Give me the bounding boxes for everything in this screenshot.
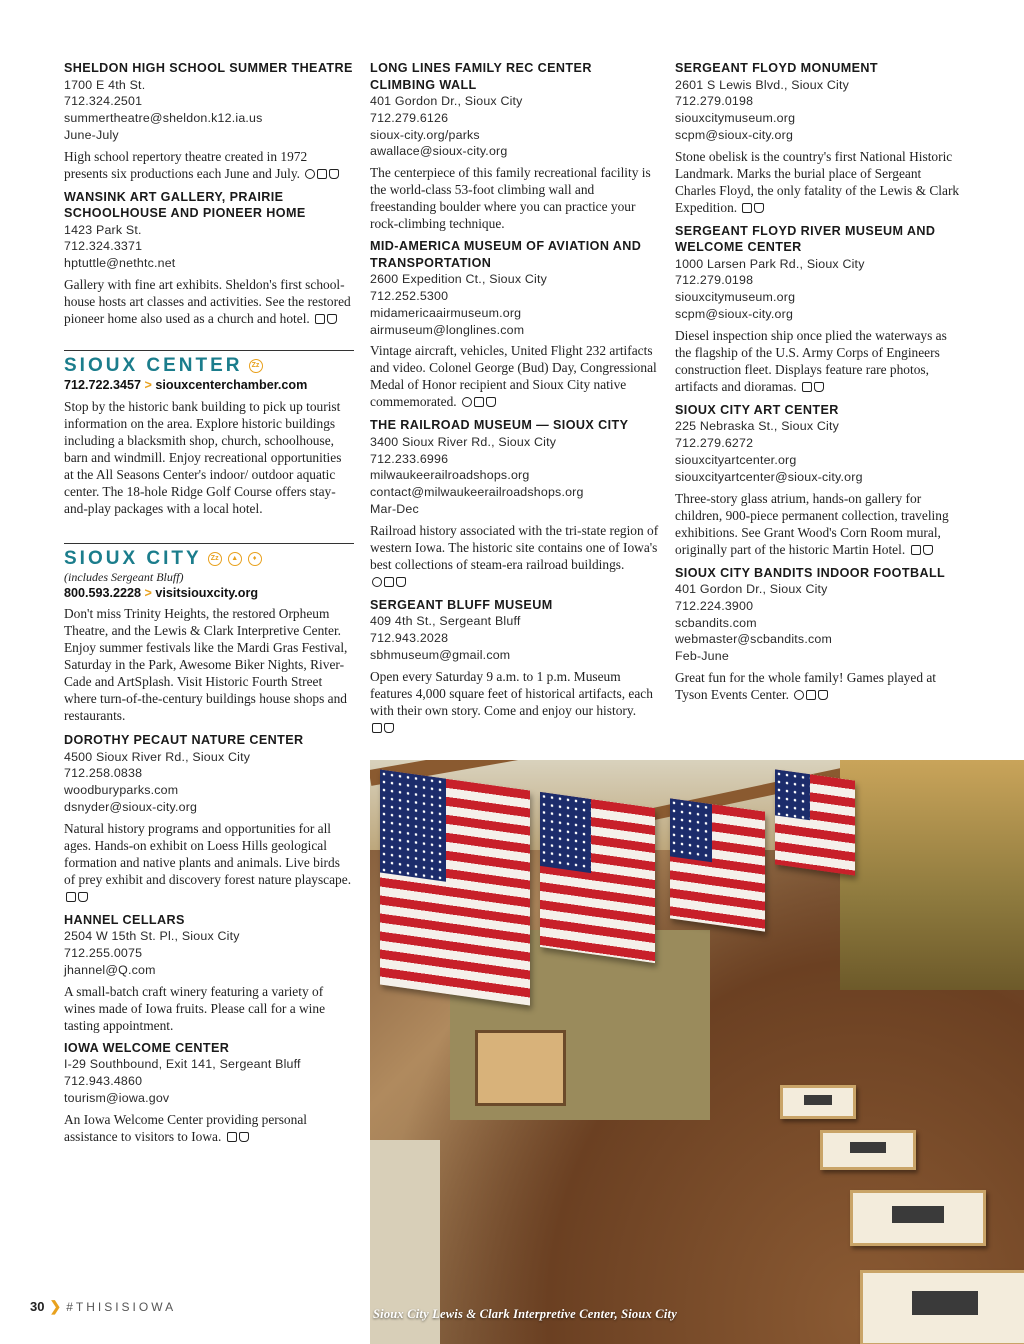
amenity-icons [313, 311, 337, 328]
listing-sioux-city-art-center [675, 402, 965, 559]
phone: 712.279.0198 [675, 273, 754, 288]
website: midamericaairmuseum.org [370, 305, 522, 320]
address: 1423 Park St. [64, 222, 142, 237]
email: hptuttle@nethtc.net [64, 256, 176, 271]
column-left [64, 60, 354, 1152]
lodging-badge-icon: Zz [208, 552, 222, 566]
bus-icon [396, 577, 406, 587]
address: 2601 S Lewis Blvd., Sioux City [675, 77, 850, 92]
bus-icon [818, 690, 828, 700]
phone: 712.943.2028 [370, 631, 449, 646]
american-flag [670, 798, 765, 931]
listing-sheldon-theatre [64, 60, 354, 183]
american-flag [540, 792, 655, 963]
bike-icon [315, 314, 325, 324]
listing-name: WANSINK ART GALLERY, PRAIRIE SCHOOLHOUSE AND PIONEER HOME [64, 189, 306, 221]
section-contact: 800.593.2228 > visitsiouxcity.org [64, 585, 259, 600]
listing-mid-america-museum [370, 238, 660, 411]
listing-name: LONG LINES FAMILY REC CENTER CLIMBING WALL [370, 61, 592, 92]
address: 4500 Sioux River Rd., Sioux City [64, 749, 251, 764]
page-footer [30, 1298, 176, 1315]
address: 3400 Sioux River Rd., Sioux City [370, 434, 557, 449]
accessible-icon [305, 169, 315, 179]
photo-caption: Sioux City Lewis & Clark Interpretive Center, Sioux City [373, 1307, 677, 1321]
address: 1000 Larsen Park Rd., Sioux City [675, 256, 865, 271]
american-flag [775, 769, 855, 875]
website: siouxcitymuseum.org [675, 111, 796, 126]
listing-name: THE RAILROAD MUSEUM — SIOUX CITY [370, 418, 629, 433]
bus-icon [327, 314, 337, 324]
website: siouxcityartcenter.org [675, 452, 797, 467]
section-header [64, 548, 354, 570]
email: dsnyder@sioux-city.org [64, 799, 198, 814]
season: Mar-Dec [370, 502, 419, 517]
address: 401 Gordon Dr., Sioux City [675, 582, 828, 597]
address: 401 Gordon Dr., Sioux City [370, 94, 523, 108]
description: Railroad history associated with the tri-state region of western Iowa. The historic site contains one of Iowa's best collections of steam-era railroad buildings. [370, 522, 660, 591]
bike-icon [806, 690, 816, 700]
website: milwaukeerailroadshops.org [370, 468, 530, 483]
listing-railroad-museum [370, 417, 660, 590]
description: An Iowa Welcome Center providing personal assistance to visitors to Iowa. [64, 1111, 307, 1144]
section-sioux-city [64, 543, 354, 725]
address: 409 4th St., Sergeant Bluff [370, 614, 521, 629]
bus-icon [239, 1132, 249, 1142]
season: June-July [64, 127, 119, 142]
listing-sergeant-floyd-monument [675, 60, 965, 217]
amenity-icons [225, 1129, 249, 1146]
phone: 712.255.0075 [64, 946, 143, 961]
address: 225 Nebraska St., Sioux City [675, 419, 839, 434]
interpretive-center-photo [370, 760, 1024, 1344]
section-sioux-center [64, 350, 354, 517]
bike-icon [911, 545, 921, 555]
email: scpm@sioux-city.org [675, 307, 794, 322]
listing-dorothy-pecaut [64, 732, 354, 906]
email: summertheatre@sheldon.k12.ia.us [64, 111, 263, 126]
listing-name: SERGEANT FLOYD MONUMENT [675, 61, 879, 75]
listing-name: SIOUX CITY ART CENTER [675, 402, 839, 417]
website: woodburyparks.com [64, 783, 179, 798]
bike-icon [474, 397, 484, 407]
description: Great fun for the whole family! Games played at Tyson Events Center. [675, 670, 937, 703]
listing-name: SERGEANT FLOYD RIVER MUSEUM AND WELCOME CENTER [675, 223, 936, 255]
section-description: Don't miss Trinity Heights, the restored Orpheum Theatre, and the Lewis & Clark Interpretive Center. Enjoy summer festivals like the Mardi Gras Festival, Saturday in the Park, Awesome Biker Nights, River-Cade and ArtSplash. Visit Historic Fourth Street where turn-of-the-century buildings house shops and restaurants. [64, 606, 348, 724]
phone: 712.252.5300 [370, 288, 449, 303]
email: jhannel@Q.com [64, 962, 156, 977]
bike-icon [317, 169, 327, 179]
email: tourism@iowa.gov [64, 1090, 170, 1105]
bus-icon [384, 723, 394, 733]
bike-icon [372, 723, 382, 733]
description: Natural history programs and opportunities for all ages. Hands-on exhibit on Loess Hills geological formation and native plants and animals. Live birds of prey exhibit and discovery forest nature playscape. [64, 820, 354, 906]
amenity-icons [370, 720, 394, 737]
email: awallace@sioux-city.org [370, 144, 508, 159]
description: Diesel inspection ship once plied the waterways as the flagship of the U.S. Army Corps of Engineers construction fleet. Displays feature rare photos, artifacts and dioramas. [675, 327, 947, 394]
bus-icon [754, 203, 764, 213]
exhibit-case [850, 1190, 986, 1246]
accessible-icon [372, 577, 382, 587]
listing-sergeant-floyd-river-museum [675, 223, 965, 396]
description: High school repertory theatre created in 1972 presents six productions each June and July. [64, 148, 354, 183]
camping-badge-icon: ▲ [228, 552, 242, 566]
address: 2600 Expedition Ct., Sioux City [370, 272, 548, 287]
hashtag: #THISISIOWA [66, 1299, 177, 1314]
phone: 712.233.6996 [370, 451, 449, 466]
phone: 712.279.6126 [370, 110, 449, 125]
bike-icon [66, 892, 76, 902]
phone: 712.279.6272 [675, 436, 754, 451]
description: Stone obelisk is the country's first National Historic Landmark. Marks the burial place of Sergeant Charles Floyd, the only fatality of the Lewis & Clark Expedition. [675, 148, 960, 215]
website: sioux-city.org/parks [370, 127, 480, 142]
amenity-icons [909, 542, 933, 559]
bus-icon [78, 892, 88, 902]
description: Open every Saturday 9 a.m. to 1 p.m. Museum features 4,000 square feet of historical artifacts, each with their own story. Come and enjoy our history. [370, 668, 660, 737]
section-title: SIOUX CITY [64, 547, 202, 569]
description: The centerpiece of this family recreational facility is the world-class 53-foot climbing wall and freestanding boulder where you can practice your rock-climbing technique. [370, 165, 651, 232]
website: scbandits.com [675, 615, 757, 630]
season: Feb-June [675, 649, 729, 664]
wall-map [475, 1030, 566, 1106]
listing-name: SERGEANT BLUFF MUSEUM [370, 597, 553, 612]
phone: 712.324.2501 [64, 94, 143, 109]
listing-sioux-city-bandits [675, 565, 965, 704]
amenity-icons [460, 394, 496, 411]
listing-name: HANNEL CELLARS [64, 912, 185, 927]
amenity-icons [64, 889, 88, 906]
amenity-icons [303, 166, 339, 183]
description: Gallery with fine art exhibits. Sheldon's first school-house hosts art classes and activities. See the restored pioneer home also used as a church and hotel. [64, 277, 351, 327]
american-flag [380, 769, 530, 1005]
address: I-29 Southbound, Exit 141, Sergeant Bluff [64, 1057, 301, 1072]
amenity-icons [370, 574, 406, 591]
exhibit-case [780, 1085, 856, 1119]
listing-iowa-welcome-center [64, 1040, 354, 1146]
listing-name: IOWA WELCOME CENTER [64, 1040, 230, 1055]
listing-name: DOROTHY PECAUT NATURE CENTER [64, 733, 304, 748]
website-link[interactable]: visitsiouxcity.org [155, 585, 259, 600]
website: siouxcitymuseum.org [675, 290, 796, 305]
phone: 712.279.0198 [675, 94, 754, 109]
exhibit-case [860, 1270, 1024, 1344]
listing-name: SHELDON HIGH SCHOOL SUMMER THEATRE [64, 61, 353, 75]
section-header [64, 355, 354, 377]
section-description: Stop by the historic bank building to pick up tourist information on the area. Explore historic buildings including a blacksmith shop, church, schoolhouse, barn and windmill. Enjoy recreational opportunities at the All Seasons Center's indoor/ outdoor aquatic center. The 18-hole Ridge Golf Course offers stay-and-play packages with a local hotel. [64, 398, 342, 516]
email: sbhmuseum@gmail.com [370, 647, 511, 662]
diorama-exhibit [840, 760, 1024, 990]
address: 2504 W 15th St. Pl., Sioux City [64, 929, 240, 944]
phone: 712.224.3900 [675, 598, 754, 613]
bus-icon [486, 397, 496, 407]
phone: 712.258.0838 [64, 766, 143, 781]
section-contact: 712.722.3457 > siouxcenterchamber.com [64, 378, 308, 393]
accessible-icon [794, 690, 804, 700]
bike-icon [384, 577, 394, 587]
email: webmaster@scbandits.com [675, 632, 832, 647]
column-middle [370, 60, 660, 743]
page-number: 30 [30, 1299, 45, 1314]
phone: 712.324.3371 [64, 239, 143, 254]
email: airmuseum@longlines.com [370, 322, 525, 337]
exhibit-case [820, 1130, 916, 1170]
bus-icon [329, 169, 339, 179]
bus-icon [923, 545, 933, 555]
description: Vintage aircraft, vehicles, United Flight 232 artifacts and video. Colonel George (Bud) Day, Congressional Medal of Honor recipient and Sioux City native commemorated. [370, 343, 657, 410]
bike-icon [742, 203, 752, 213]
description: A small-batch craft winery featuring a variety of wines made of Iowa fruits. Please call for a wine tasting appointment. [64, 983, 326, 1033]
accessible-icon [462, 397, 472, 407]
website-link[interactable]: siouxcenterchamber.com [155, 378, 308, 393]
email: siouxcityartcenter@sioux-city.org [675, 469, 863, 484]
bike-icon [802, 382, 812, 392]
phone: 712.943.4860 [64, 1073, 143, 1088]
amenity-icons [792, 687, 828, 704]
email: contact@milwaukeerailroadshops.org [370, 485, 584, 500]
section-title: SIOUX CENTER [64, 355, 243, 377]
column-right [675, 60, 965, 710]
listing-wansink-gallery [64, 189, 354, 328]
address: 1700 E 4th St. [64, 77, 146, 92]
description: Three-story glass atrium, hands-on gallery for children, 900-piece permanent collection, traveling exhibitions. See Grant Wood's Corn Room mural, originally part of the historic Martin Hotel. [675, 490, 949, 557]
bus-icon [814, 382, 824, 392]
email: scpm@sioux-city.org [675, 127, 794, 142]
section-subtitle: (includes Sergeant Bluff) [64, 569, 184, 584]
listing-sergeant-bluff-museum [370, 597, 660, 737]
listing-hannel-cellars [64, 912, 354, 1034]
listing-name: SIOUX CITY BANDITS INDOOR FOOTBALL [675, 565, 946, 580]
amenity-icons [800, 379, 824, 396]
chevron-right-icon: ❯ [49, 1298, 62, 1314]
listing-long-lines [370, 60, 660, 232]
bike-icon [227, 1132, 237, 1142]
amenity-icons [740, 200, 764, 217]
listing-name: MID-AMERICA MUSEUM OF AVIATION AND TRANSPORTATION [370, 239, 642, 270]
lodging-badge-icon: Zz [249, 359, 263, 373]
welcome-badge-icon: ♦ [248, 552, 262, 566]
